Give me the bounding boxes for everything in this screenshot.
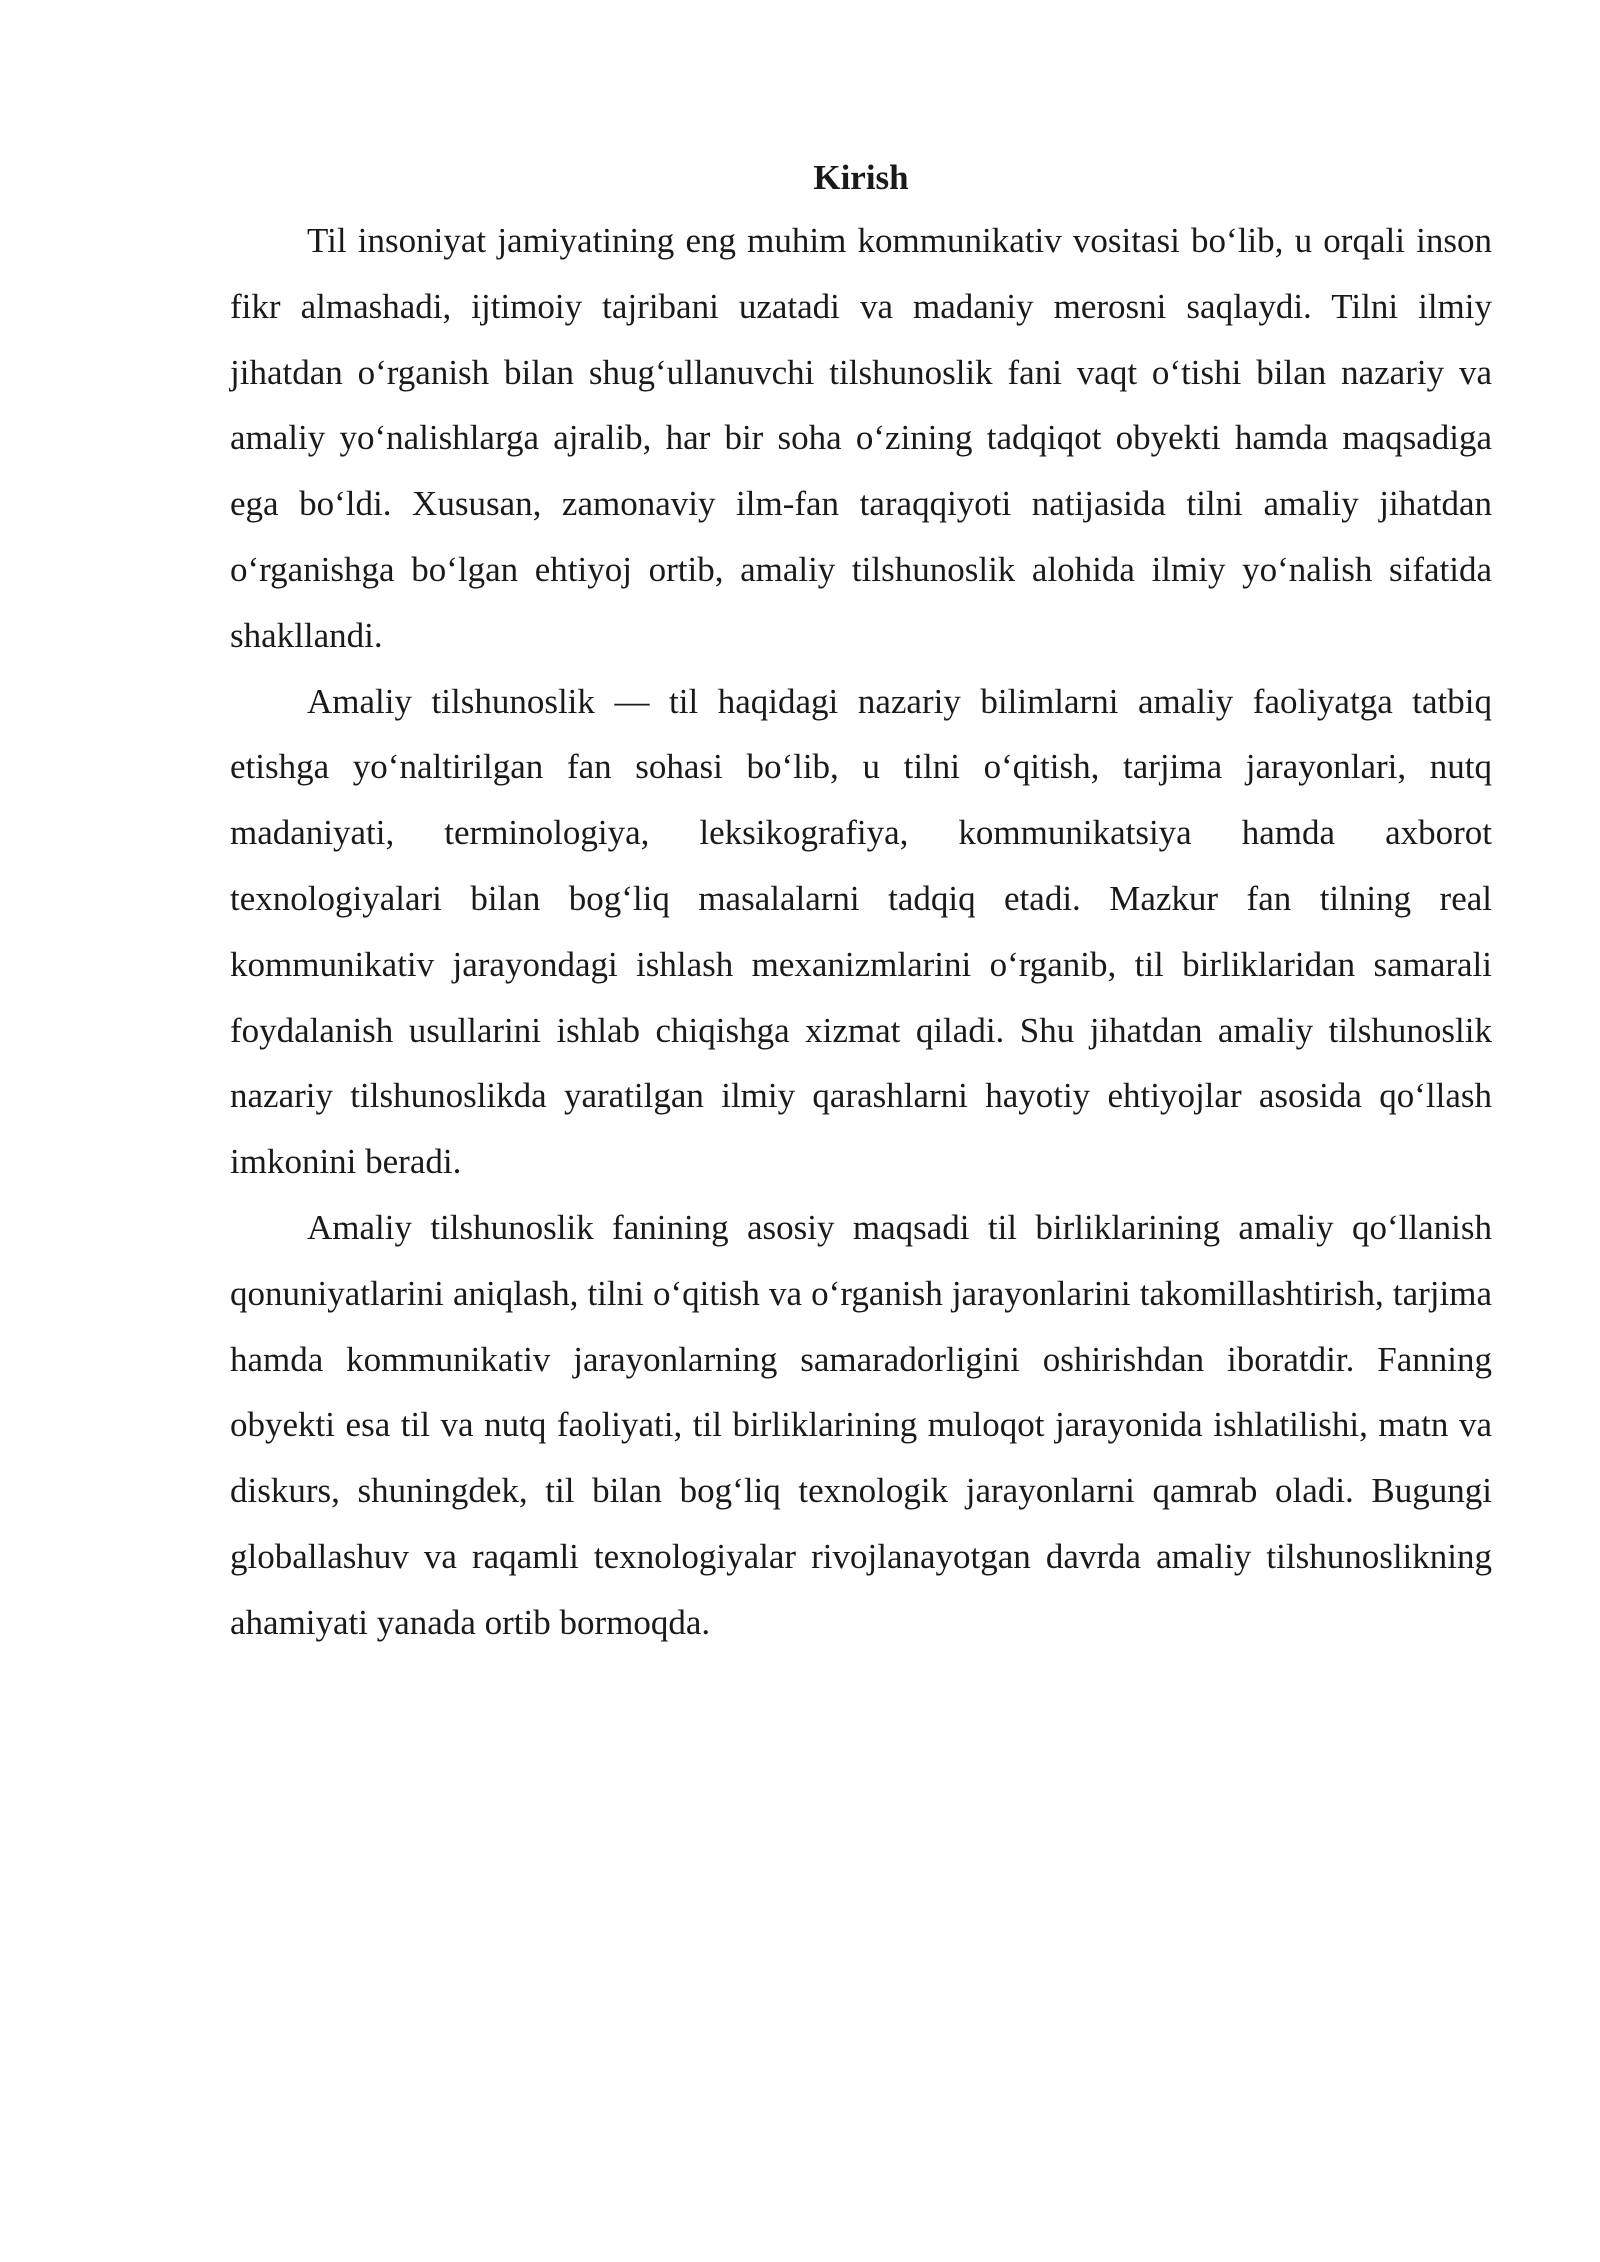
document-body <box>230 148 1492 1656</box>
paragraph-3: Amaliy tilshunoslik fanining asosiy maqsadi til birliklarining amaliy qo‘llanish qonuniyatlarini aniqlash, tilni o‘qitish va o‘rganish jarayonlarini takomillashtirish, tarjima hamda kommunikativ jarayonlarning samaradorligini oshirishdan iboratdir. Fanning obyekti esa til va nutq faoliyati, til birliklarining muloqot jarayonida ishlatilishi, matn va diskurs, shuningdek, til bilan bog‘liq texnologik jarayonlarni qamrab oladi. Bugungi globallashuv va raqamli texnologiyalar rivojlanayotgan davrda amaliy tilshunoslikning ahamiyati yanada ortib bormoqda. <box>230 1207 1492 1642</box>
section-title: Kirish <box>813 158 909 197</box>
paragraph-1: Til insoniyat jamiyatining eng muhim kommunikativ vositasi bo‘lib, u orqali inson fikr almashadi, ijtimoiy tajribani uzatadi va madaniy merosni saqlaydi. Tilni ilmiy jihatdan o‘rganish bilan shug‘ullanuvchi tilshunoslik fani vaqt o‘tishi bilan nazariy va amaliy yo‘nalishlarga ajralib, har bir soha o‘zining tadqiqot obyekti hamda maqsadiga ega bo‘ldi. Xususan, zamonaviy ilm-fan taraqqiyoti natijasida tilni amaliy jihatdan o‘rganishga bo‘lgan ehtiyoj ortib, amaliy tilshunoslik alohida ilmiy yo‘nalish sifatida shakllandi. <box>230 221 1492 655</box>
paragraph-2: Amaliy tilshunoslik — til haqidagi nazariy bilimlarni amaliy faoliyatga tatbiq etishga yo‘naltirilgan fan sohasi bo‘lib, u tilni o‘qitish, tarjima jarayonlari, nutq madaniyati, terminologiya, leksikografiya, kommunikatsiya hamda axborot texnologiyalari bilan bog‘liq masalalarni tadqiq etadi. Mazkur fan tilning real kommunikativ jarayondagi ishlash mexanizmlarini o‘rganib, til birliklaridan samarali foydalanish usullarini ishlab chiqishga xizmat qiladi. Shu jihatdan amaliy tilshunoslik nazariy tilshunoslikda yaratilgan ilmiy qarashlarni hayotiy ehtiyojlar asosida qo‘llash imkonini beradi. <box>230 681 1492 1182</box>
